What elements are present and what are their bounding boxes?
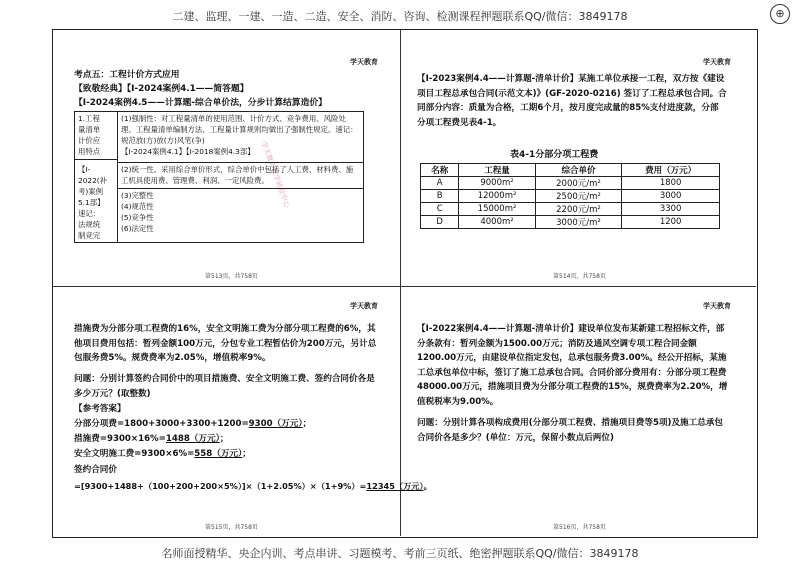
cell: 3000 [622, 190, 720, 203]
bl-question: 问题：分别计算签约合同价中的项目措施费、安全文明施工费、签约合同价各是多少万元？(取整数) [74, 374, 375, 399]
cell: 3000元/m² [535, 216, 622, 229]
cell: C [421, 203, 459, 216]
cell: B [421, 190, 459, 203]
bl-line4: 签约合同价 [74, 465, 117, 475]
cell: 3300 [622, 203, 720, 216]
bl-line2 [74, 432, 228, 446]
logo-tr: 学天教育 [703, 58, 731, 66]
bl-answer-label: 【参考答案】 [74, 404, 126, 414]
top-banner: 二建、监理、一建、一造、二造、安全、消防、咨询、检测课程押题联系QQ/微信：3849178 [172, 10, 628, 23]
tl-left-top-2: 量清单 [78, 125, 101, 134]
col-unit-price: 综合单价 [535, 164, 622, 177]
table-row [421, 203, 720, 216]
table-row [421, 177, 720, 190]
tl-right-2: (2)统一性。采用综合单价形式，综合单价中包括了人工费、材料费、施工机具使用费、管理费、利润、一定风险费。 [121, 165, 354, 186]
bl-line1-value: 9300（万元） [248, 419, 303, 429]
bl-line5 [74, 479, 432, 493]
vertical-divider [400, 29, 401, 536]
tl-left-top-3: 计价应 [78, 136, 101, 145]
tl-left-bottom-3: 考)案例 [78, 187, 104, 196]
cell: 1800 [622, 177, 720, 190]
bottom-banner: 名师面授精华、央企内训、考点串讲、习题模考、考前三页纸、绝密押题联系QQ/微信：3849178 [161, 547, 639, 560]
bl-line3 [74, 447, 251, 461]
tr-intro: 【Ⅰ-2023案例4.4——计算题-清单计价】某施工单位承接一工程，双方按《建设项目工程总承包合同(示范文本)》(GF-2020-0216) 签订了工程总承包合同。合同部分内容：质量为合格，工期6个月，按月度完成量的85%支付进度款，分部分项工程费见表4-1。 [417, 74, 727, 128]
tl-left-bottom-6: 法规统 [78, 220, 101, 229]
tl-left-top-1: 1.工程 [78, 114, 100, 123]
cell: 2200元/m² [535, 203, 622, 216]
cell: 2500元/m² [535, 190, 622, 203]
bl-page-number: 第515页，共758页 [205, 524, 258, 531]
col-cost: 费用（万元） [622, 164, 720, 177]
bl-line5-end: 。 [423, 481, 432, 491]
tl-right-1b: 【Ⅰ-2024案例4.1】【Ⅰ-2018案例4.3部】 [121, 147, 255, 156]
cell: 9000m² [459, 177, 535, 190]
bl-line2-value: 1488（万元） [165, 434, 220, 444]
bl-line3-end: ； [242, 449, 251, 459]
tl-right-3c: (5)竞争性 [121, 213, 154, 223]
bl-intro: 措施费为分部分项工程费的16%，安全文明施工费为分部分项工程费的6%，其他项目费用包括：暂列金额100万元，分包专业工程暂估价为200万元，另计总包服务费5%。规费费率为2.05%，增值税率9%。 [74, 324, 377, 363]
bl-line2-formula: 措施费=9300×16%= [74, 434, 166, 444]
logo-tl: 学天教育 [350, 58, 378, 66]
br-page-number: 第516页，共758页 [553, 524, 606, 531]
watermark: 学天教育教学研发中心 [259, 140, 292, 209]
tl-heading: 考点五：工程计价方式应用 [74, 70, 180, 80]
cell: 12000m² [459, 190, 535, 203]
table-row [421, 216, 720, 229]
tl-left-bottom-2: 2022(补 [78, 176, 108, 185]
share-icon[interactable]: ⊕ [770, 4, 790, 24]
tr-table-title: 表4-1分部分项工程费 [510, 150, 599, 160]
logo-bl: 学天教育 [350, 302, 378, 310]
cell: 4000m² [459, 216, 535, 229]
tl-tag1: 【致敬经典】【Ⅰ-2024案例4.1——简答题】 [74, 84, 249, 94]
bl-line3-formula: 安全文明施工费=9300×6%= [74, 449, 195, 459]
tl-left-bottom-7: 制竞完 [78, 231, 101, 240]
cell: 15000m² [459, 203, 535, 216]
tl-right-3a: (3)完整性 [121, 191, 154, 201]
bl-line2-end: ； [219, 434, 229, 444]
logo-br: 学天教育 [703, 302, 731, 310]
tl-page-number: 第513页，共758页 [205, 273, 258, 280]
tl-right-1: (1)强制性：对工程量清单的使用范围、计价方式、竞争费用、风险处理、工程量清单编制方法、工程量计算规则均做出了强制性规定。速记：规范放(方)放(方)风笔(争) [121, 114, 358, 145]
tl-left-bottom-1: 【Ⅰ- [78, 165, 91, 174]
tr-page-number: 第514页，共758页 [553, 273, 606, 280]
tl-right-3b: (4)规范性 [121, 202, 154, 212]
horizontal-divider [52, 286, 756, 287]
br-question: 问题：分别计算各项构成费用(分部分项工程费、措施项目费等5项)及施工总承包合同价各是多少？(单位：万元，保留小数点后两位) [417, 418, 724, 443]
bl-line5-value: 12345（万元） [366, 481, 424, 491]
table-row [421, 190, 720, 203]
tl-left-bottom-4: 5.1部】 [78, 198, 105, 207]
br-intro: 【Ⅰ-2022案例4.4——计算题-清单计价】建设单位发布某新建工程招标文件，部分条款有：暂列金额为1500.00万元；消防及通风空调专项工程合同金额1200.00万元，由建设单位指定发包，总承包服务费3.00%。经公开招标，某施工总承包单位中标，签订了施工总承包合同。合同价部分费用有：分部分项工程费48000.00万元，措施项目费为分部分项工程费的15%，规费费率为2.20%，增值税税率为9.00%。 [417, 324, 728, 407]
cost-table [420, 163, 720, 229]
bl-line3-value: 558（万元） [194, 449, 243, 459]
bl-line5-formula: =[9300+1488+（100+200+200×5%）]×（1+2.05%）×（1+9%）= [74, 481, 367, 491]
tl-right-3d: (6)法定性 [121, 224, 154, 234]
bl-line1-formula: 分部分项费=1800+3000+3300+1200= [74, 419, 249, 429]
col-name: 名称 [421, 164, 459, 177]
features-table [74, 111, 364, 243]
cell: 2000元/m² [535, 177, 622, 190]
cell: A [421, 177, 459, 190]
cell: 1200 [622, 216, 720, 229]
tl-tag2: 【Ⅰ-2024案例4.5——计算题-综合单价法，分步计算结算造价】 [74, 98, 327, 108]
cell: D [421, 216, 459, 229]
tl-left-bottom-5: 速记： [78, 209, 101, 218]
col-quantity: 工程量 [459, 164, 535, 177]
tl-left-top-4: 用特点 [78, 147, 101, 156]
bl-line1 [74, 417, 311, 431]
bl-line1-end: ； [302, 419, 312, 429]
